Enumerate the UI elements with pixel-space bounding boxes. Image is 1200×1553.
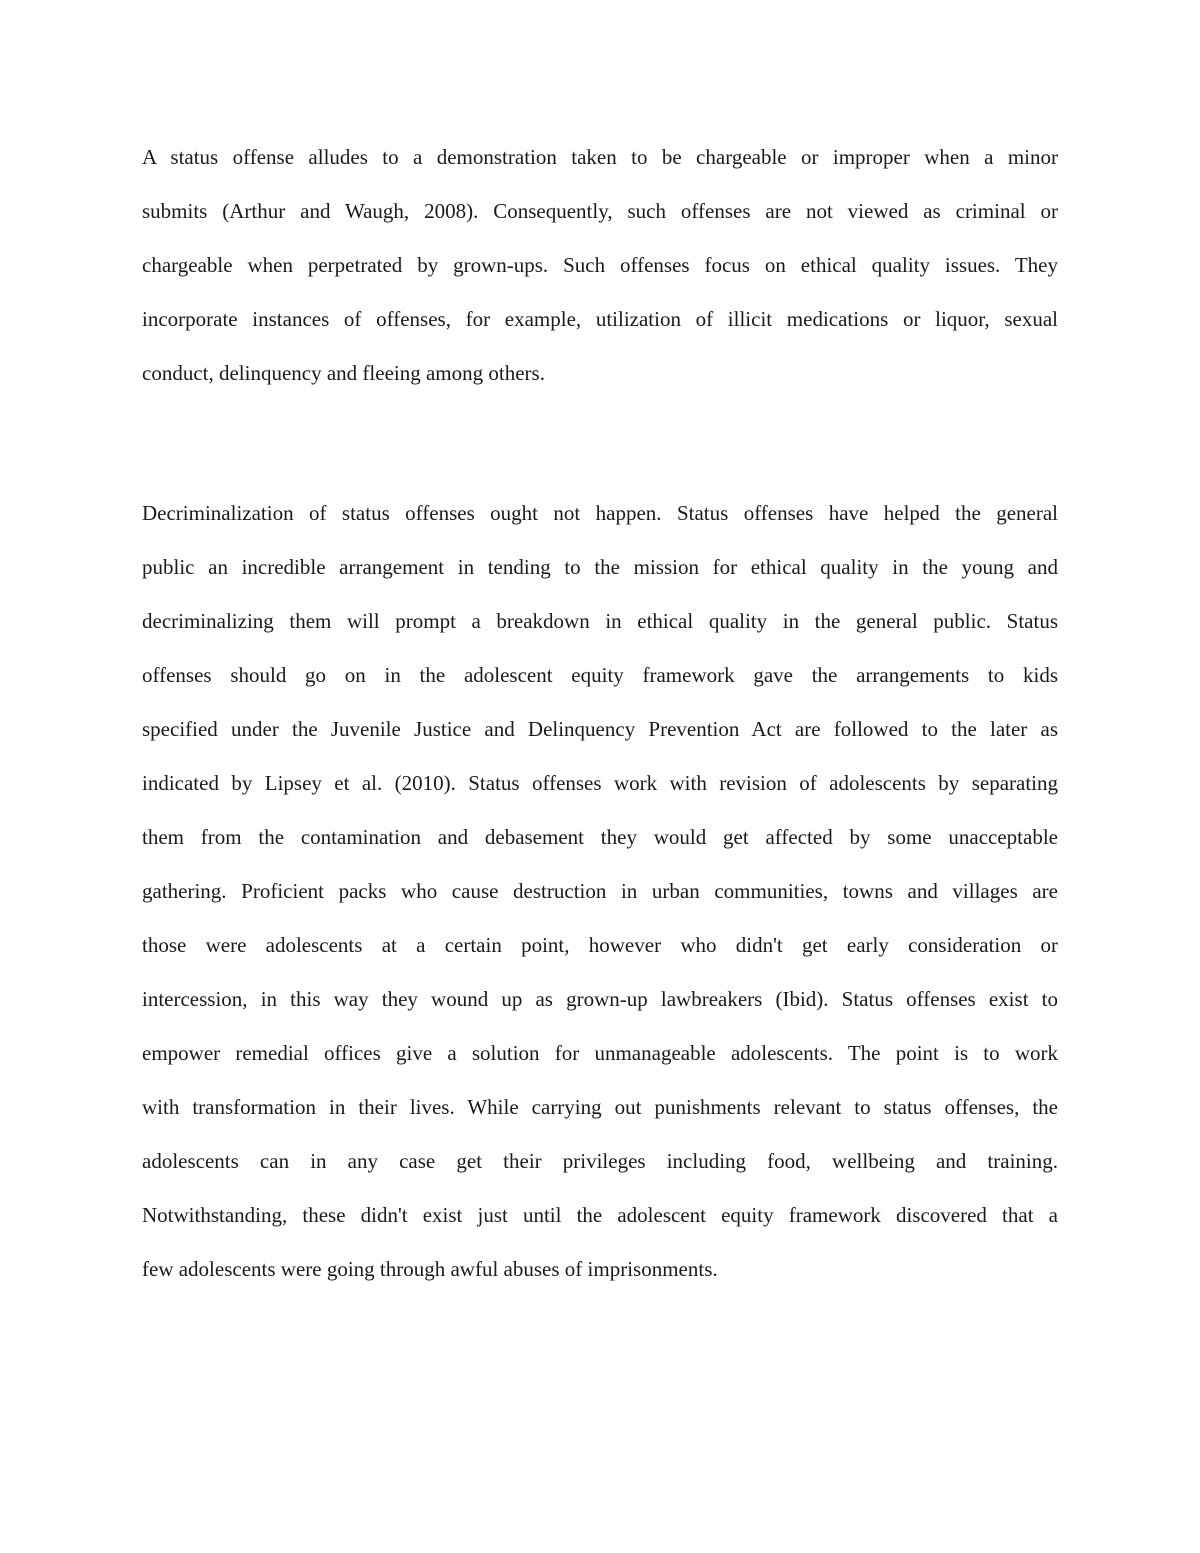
text-line: indicated by Lipsey et al. (2010). Status offenses work with revision of adolescents by separating: [142, 771, 1058, 795]
text-line: A status offense alludes to a demonstration taken to be chargeable or improper when a minor: [142, 145, 1058, 169]
text-line: chargeable when perpetrated by grown-ups. Such offenses focus on ethical quality issues. They: [142, 253, 1058, 277]
text-line: specified under the Juvenile Justice and Delinquency Prevention Act are followed to the later as: [142, 717, 1058, 741]
text-line: with transformation in their lives. While carrying out punishments relevant to status offenses, the: [142, 1095, 1058, 1119]
text-line: submits (Arthur and Waugh, 2008). Consequently, such offenses are not viewed as criminal or: [142, 199, 1058, 223]
text-line: Decriminalization of status offenses ought not happen. Status offenses have helped the general: [142, 501, 1058, 525]
text-line: adolescents can in any case get their privileges including food, wellbeing and training.: [142, 1149, 1058, 1173]
text-line: intercession, in this way they wound up as grown-up lawbreakers (Ibid). Status offenses exist to: [142, 987, 1058, 1011]
text-line: public an incredible arrangement in tending to the mission for ethical quality in the young and: [142, 555, 1058, 579]
text-line: decriminalizing them will prompt a breakdown in ethical quality in the general public. Status: [142, 609, 1058, 633]
text-line: conduct, delinquency and fleeing among others.: [142, 361, 545, 385]
text-line: them from the contamination and debasement they would get affected by some unacceptable: [142, 825, 1058, 849]
text-line: few adolescents were going through awful abuses of imprisonments.: [142, 1257, 718, 1281]
text-line: incorporate instances of offenses, for example, utilization of illicit medications or liquor, sexual: [142, 307, 1058, 331]
text-line: those were adolescents at a certain point, however who didn't get early consideration or: [142, 933, 1058, 957]
text-line: empower remedial offices give a solution for unmanageable adolescents. The point is to work: [142, 1041, 1058, 1065]
text-line: offenses should go on in the adolescent equity framework gave the arrangements to kids: [142, 663, 1058, 687]
text-line: Notwithstanding, these didn't exist just until the adolescent equity framework discovered that a: [142, 1203, 1058, 1227]
text-line: gathering. Proficient packs who cause destruction in urban communities, towns and villages are: [142, 879, 1058, 903]
